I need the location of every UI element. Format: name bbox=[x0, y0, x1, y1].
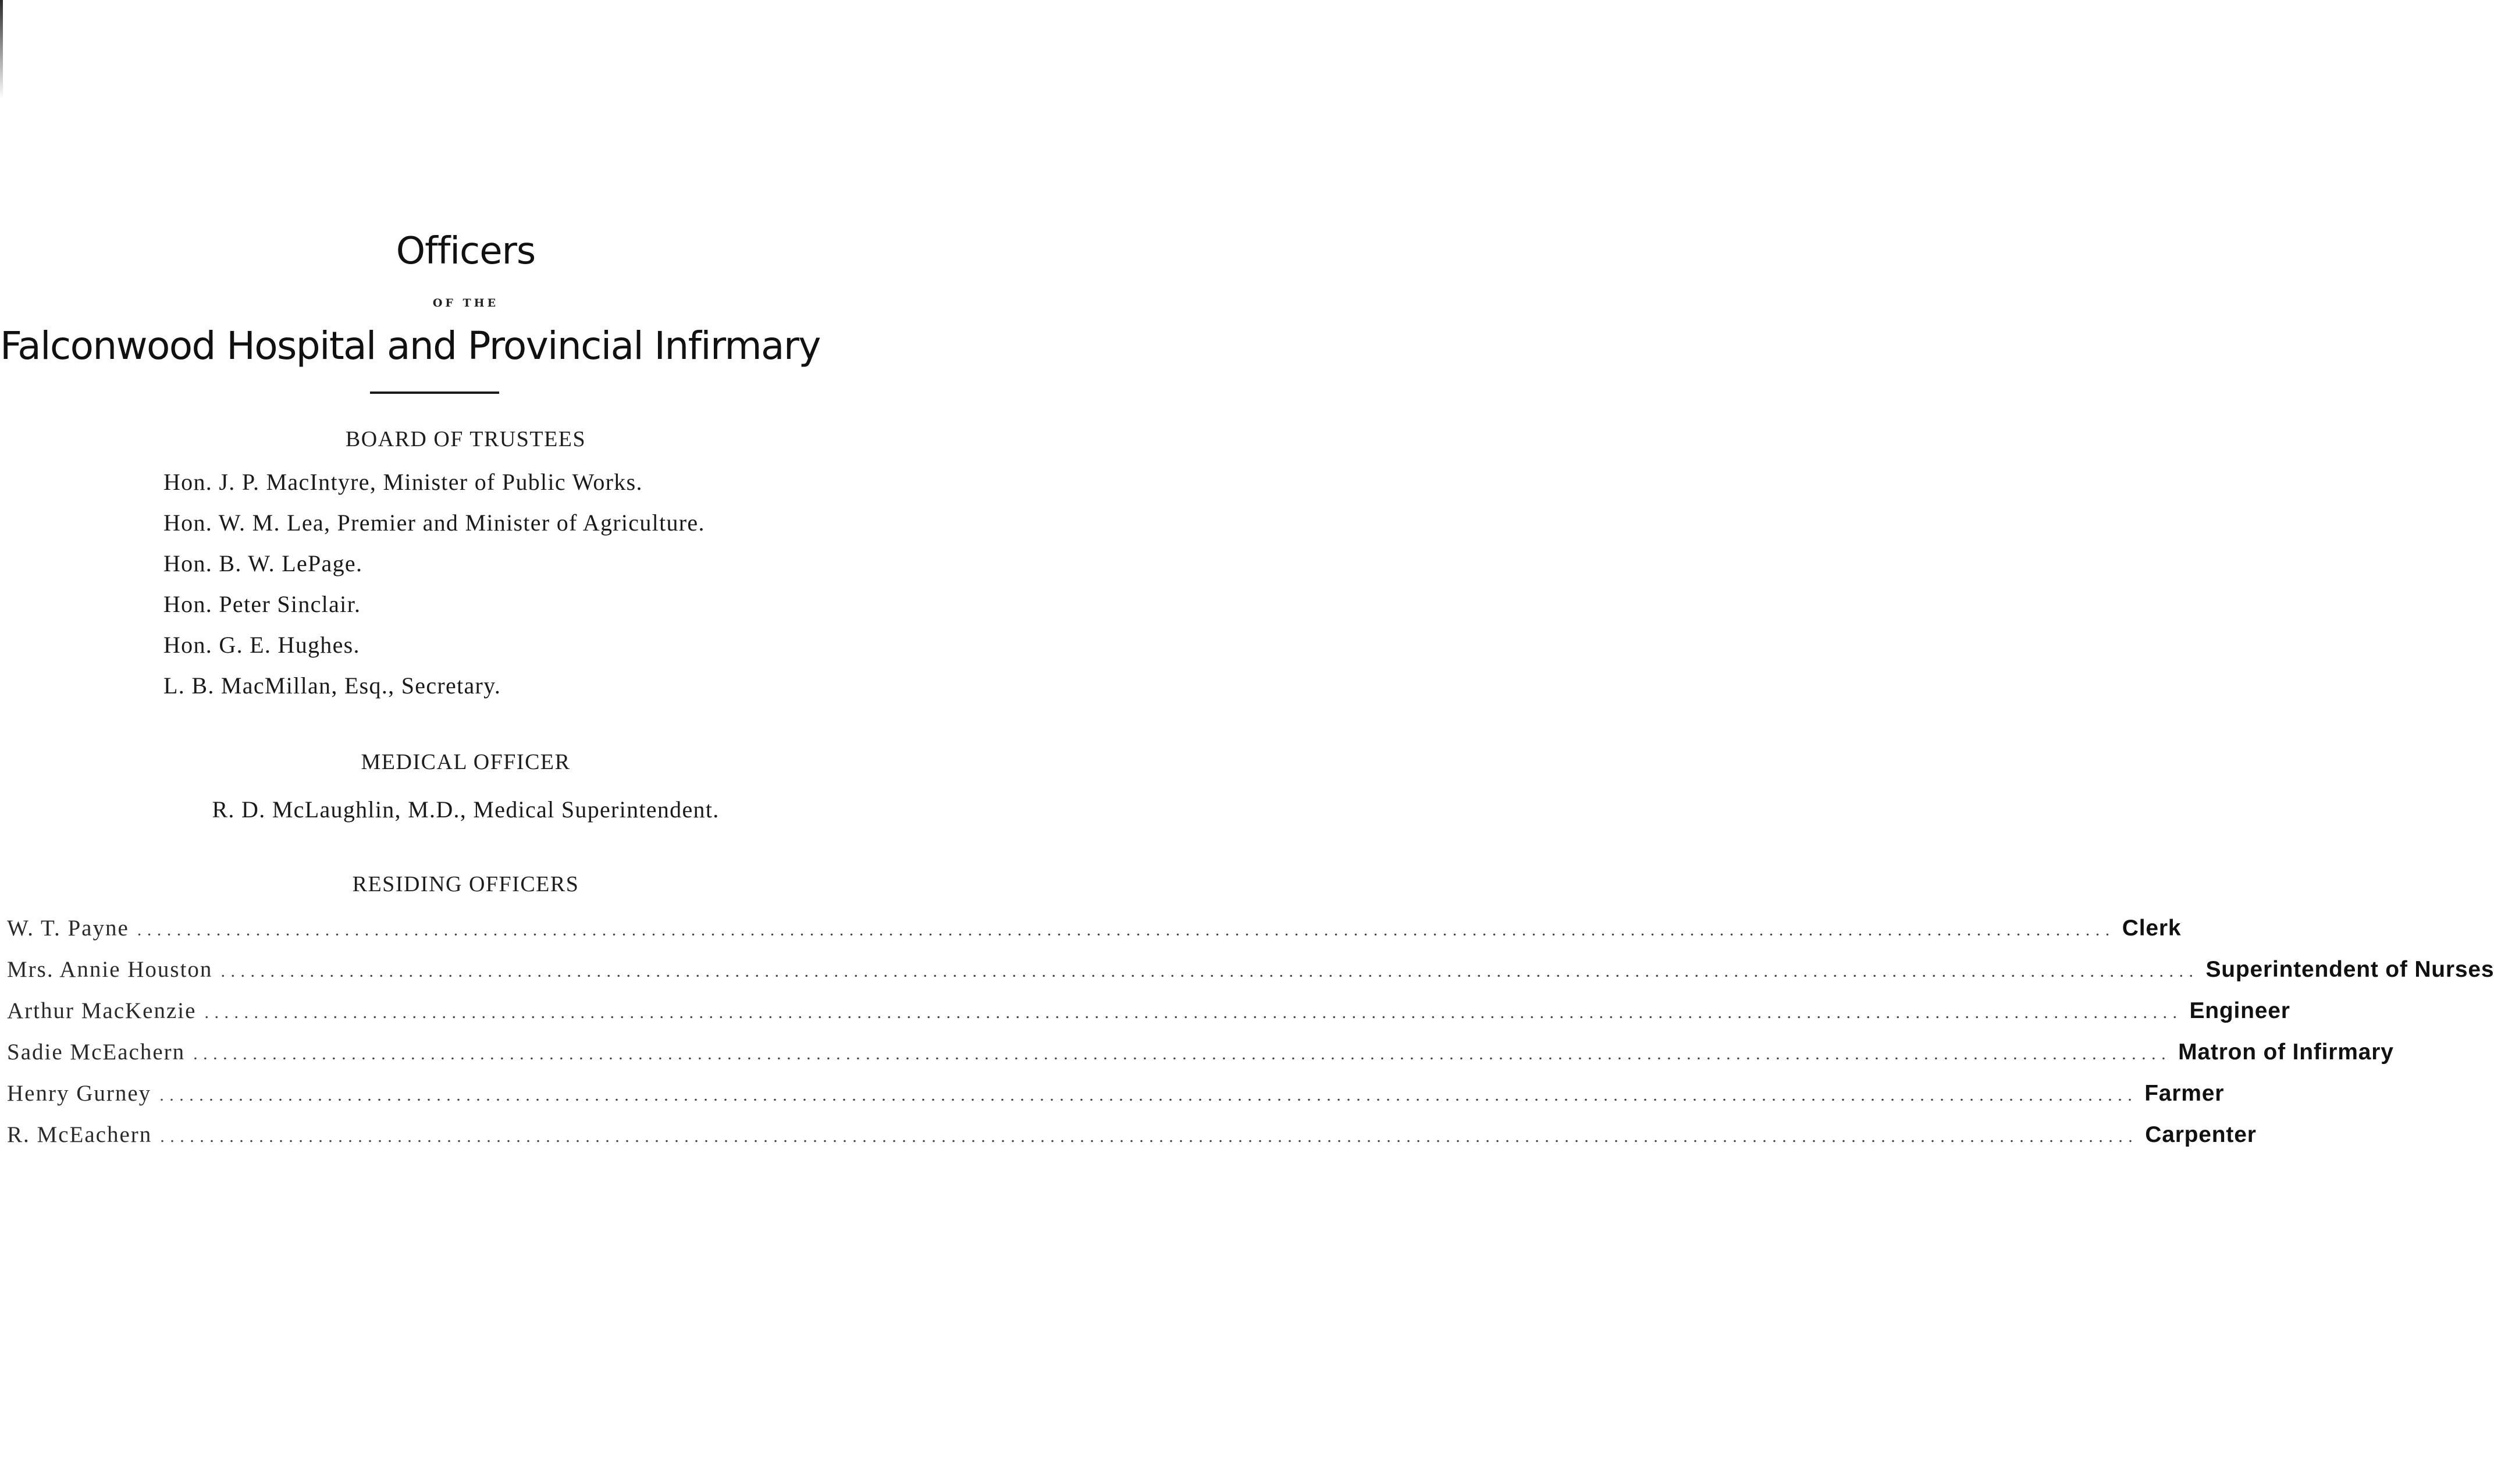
officer-row bbox=[7, 1081, 2225, 1109]
officer-name: Mrs. Annie Houston bbox=[7, 957, 213, 982]
institution-name: Falconwood Hospital and Provincial Infirmary bbox=[0, 323, 820, 368]
page-edge-shadow bbox=[0, 0, 3, 99]
officer-row bbox=[7, 1040, 2394, 1067]
officer-title: Matron of Infirmary bbox=[2178, 1040, 2394, 1065]
dot-leader: ........................................................................................................................................................................................................ bbox=[204, 1003, 2183, 1022]
dot-leader: ........................................................................................................................................................................................................ bbox=[220, 962, 2199, 981]
trustee-item: Hon. W. M. Lea, Premier and Minister of Agriculture. bbox=[163, 510, 705, 536]
officer-row bbox=[7, 998, 2290, 1026]
officer-title: Farmer bbox=[2144, 1081, 2225, 1106]
officer-row bbox=[7, 916, 2182, 944]
officer-row bbox=[7, 1122, 2257, 1150]
officer-name: W. T. Payne bbox=[7, 916, 129, 941]
dot-leader: ........................................................................................................................................................................................................ bbox=[159, 1086, 2138, 1105]
officer-name: Sadie McEachern bbox=[7, 1040, 186, 1065]
title-divider bbox=[370, 392, 499, 394]
officer-row bbox=[7, 957, 2494, 985]
dot-leader: ........................................................................................................................................................................................................ bbox=[137, 920, 2115, 939]
dot-leader: ........................................................................................................................................................................................................ bbox=[160, 1127, 2139, 1146]
trustee-item: Hon. J. P. MacIntyre, Minister of Public Works. bbox=[163, 469, 643, 495]
officer-name: Arthur MacKenzie bbox=[7, 998, 197, 1023]
trustee-item: Hon. Peter Sinclair. bbox=[163, 591, 361, 617]
trustee-item: Hon. G. E. Hughes. bbox=[163, 632, 360, 658]
officer-name: Henry Gurney bbox=[7, 1081, 152, 1106]
officer-title: Clerk bbox=[2122, 916, 2182, 941]
officer-name: R. McEachern bbox=[7, 1122, 152, 1147]
medical-officer: R. D. McLaughlin, M.D., Medical Superintendent. bbox=[212, 796, 720, 823]
page-title: Officers bbox=[396, 230, 536, 273]
officer-title: Superintendent of Nurses bbox=[2205, 957, 2494, 982]
officer-title: Engineer bbox=[2189, 998, 2290, 1023]
trustee-item: Hon. B. W. LePage. bbox=[163, 550, 363, 576]
officer-title: Carpenter bbox=[2145, 1122, 2257, 1147]
dot-leader: ........................................................................................................................................................................................................ bbox=[193, 1044, 2172, 1063]
residing-heading: RESIDING OFFICERS bbox=[352, 872, 579, 896]
board-heading: BOARD OF TRUSTEES bbox=[345, 427, 586, 451]
medical-heading: MEDICAL OFFICER bbox=[361, 750, 571, 774]
of-the-label: OF THE bbox=[432, 297, 499, 309]
trustee-item: L. B. MacMillan, Esq., Secretary. bbox=[163, 672, 501, 699]
